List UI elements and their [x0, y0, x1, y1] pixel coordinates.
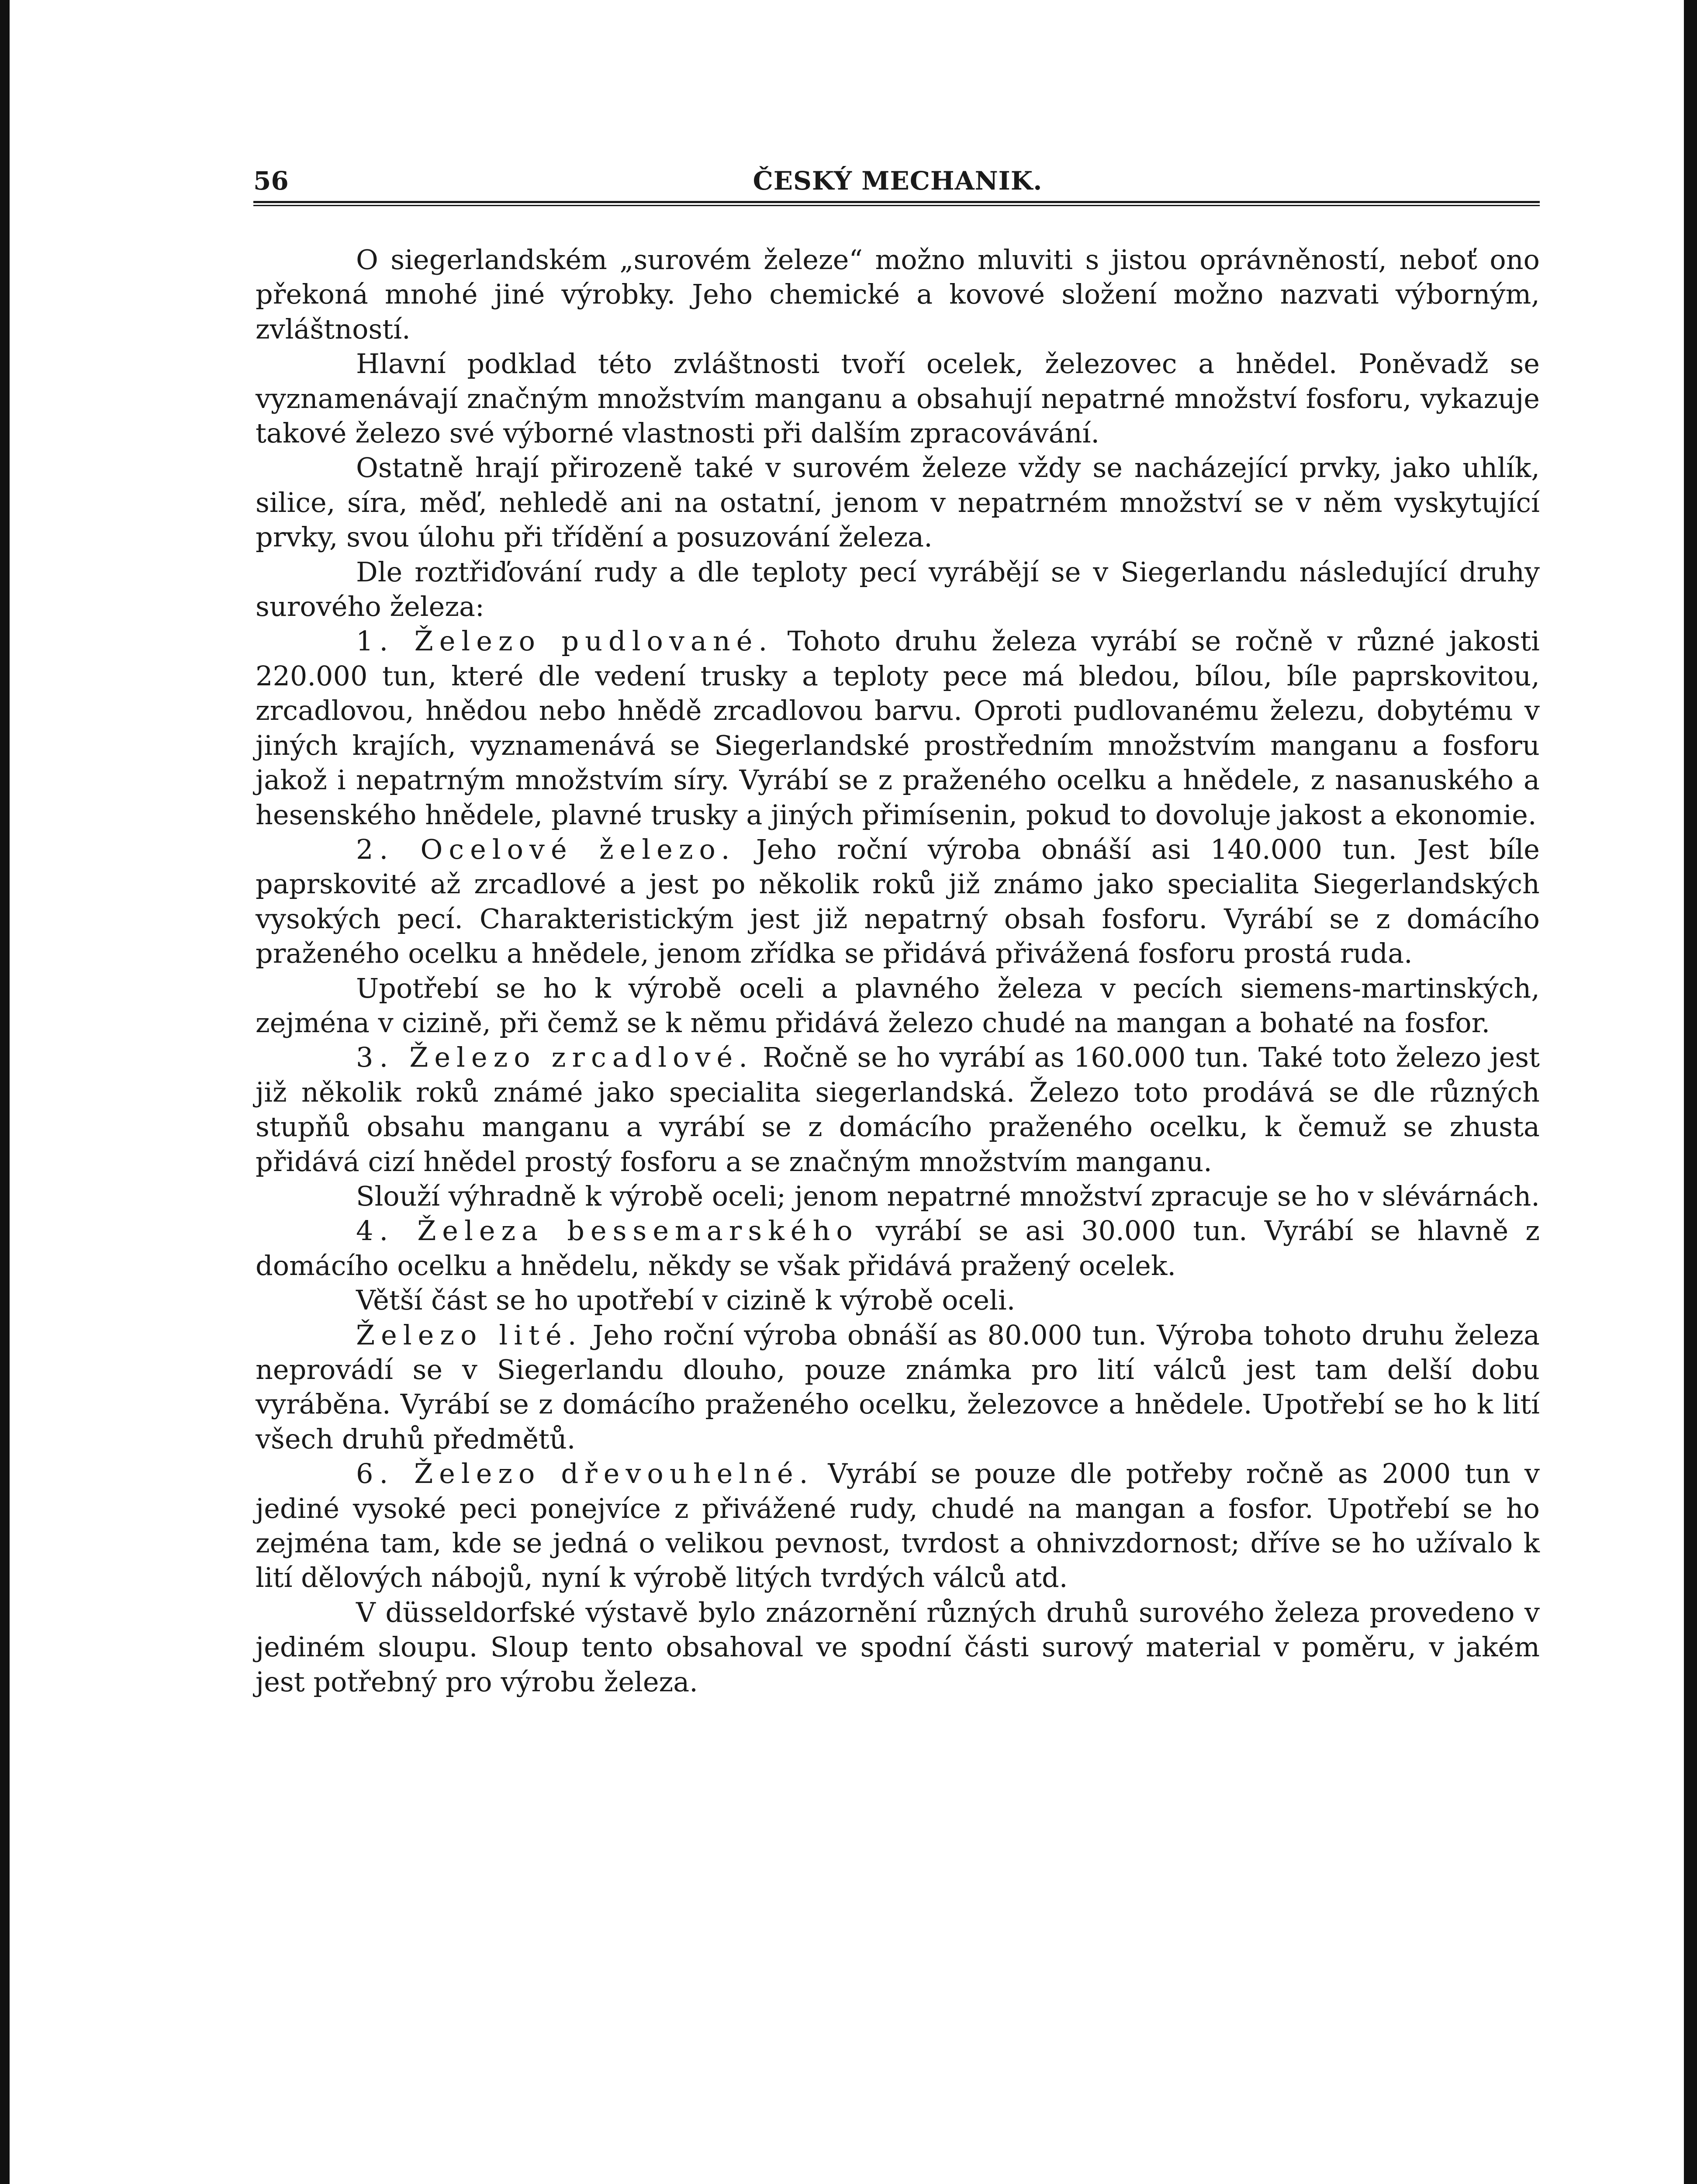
paragraph-text: Ostatně hrají přirozeně také v surovém železe vždy se nacházející prvky, jako uhlík, silice, síra, měď, nehledě ani na ostatní, jenom v nepatrném množství se v něm vyskytující prvky, svou úlohu při třídění a posuzování železa.	[256, 452, 1540, 553]
paragraph	[256, 1179, 1540, 1213]
page-number: 56	[253, 166, 289, 196]
paragraph-text: Dle roztřiďování rudy a dle teploty pecí vyrábějí se v Siegerlandu následující druhy surového železa:	[256, 556, 1540, 623]
scan-border-right	[1684, 0, 1697, 2184]
section-heading: 6. Železo dřevouhelné.	[356, 1458, 814, 1490]
header-double-rule	[253, 201, 1540, 206]
paragraph	[256, 1456, 1540, 1595]
paragraph	[256, 346, 1540, 450]
paragraph	[256, 971, 1540, 1040]
paragraph-text: vyrábí se asi 30.000 tun. Vyrábí se hlavně z domácího ocelku a hnědelu, někdy se však přidává pražený ocelek.	[256, 1215, 1540, 1282]
section-heading: 1. Železo pudlované.	[356, 625, 774, 657]
scan-border-left	[0, 0, 10, 2184]
paragraph	[256, 450, 1540, 554]
paragraph	[256, 555, 1540, 624]
paragraph-text: Jeho roční výroba obnáší as 80.000 tun. Výroba tohoto druhu železa neprovádí se v Siegerlandu dlouho, pouze známka pro lití válců jest tam delší dobu vyráběna. Vyrábí se z domácího praženého ocelku, železovce a hnědele. Upotřebí se ho k lití všech druhů předmětů.	[256, 1319, 1540, 1455]
paragraph	[256, 1318, 1540, 1457]
section-heading: 4. Železa bessemarského	[356, 1215, 859, 1247]
paragraph-text: O siegerlandském „surovém železe“ možno mluviti s jistou oprávněností, neboť ono překoná mnohé jiné výrobky. Jeho chemické a kovové složení možno nazvati výborným, zvláštností.	[256, 244, 1540, 345]
paragraph-text: Větší část se ho upotřebí v cizině k výrobě oceli.	[356, 1284, 1016, 1317]
paragraph-text: Ročně se ho vyrábí as 160.000 tun. Také toto železo jest již několik roků známé jako specialita siegerlandská. Železo toto prodává se dle různých stupňů obsahu manganu a vyrábí se z domácího praženého ocelku, k čemuž se zhusta přidává cizí hnědel prostý fosforu a se značným množstvím manganu.	[256, 1041, 1540, 1178]
paragraph-text: Slouží výhradně k výrobě oceli; jenom nepatrné množství zpracuje se ho v slévárnách.	[356, 1180, 1540, 1212]
paragraph	[256, 1040, 1540, 1179]
paragraph	[256, 624, 1540, 832]
paragraph-text: Vyrábí se pouze dle potřeby ročně as 2000 tun v jediné vysoké peci ponejvíce z přivážené rudy, chudé na mangan a fosfor. Upotřebí se ho zejména tam, kde se jedná o velikou pevnost, tvrdost a ohnivzdornost; dříve se ho užívalo k lití dělových nábojů, nyní k výrobě litých tvrdých válců atd.	[256, 1458, 1540, 1594]
running-head	[253, 162, 1542, 201]
paragraph-text: V düsseldorfské výstavě bylo znázornění různých druhů surového železa provedeno v jediném sloupu. Sloup tento obsahoval ve spodní části surový material v poměru, v jakém jest potřebný pro výrobu železa.	[256, 1596, 1540, 1698]
section-heading: Železo lité.	[356, 1319, 583, 1351]
paragraph	[256, 1213, 1540, 1283]
journal-title: ČESKÝ MECHANIK.	[753, 166, 1043, 196]
paragraph	[256, 1595, 1540, 1699]
paragraph-text: Upotřebí se ho k výrobě oceli a plavného železa v pecích siemens-martinských, zejména v cizině, při čemž se k němu přidává železo chudé na mangan a bohaté na fosfor.	[256, 972, 1540, 1039]
paragraph	[256, 832, 1540, 971]
section-heading: 2. Ocelové železo.	[356, 833, 736, 865]
paragraph-text: Jeho roční výroba obnáší asi 140.000 tun. Jest bíle paprskovité až zrcadlové a jest po několik roků již známo jako specialita Siegerlandských vysokých pecí. Charakteristickým jest již nepatrný obsah fosforu. Vyrábí se z domácího praženého ocelku a hnědele, jenom zřídka se přidává přivážená fosforu prostá ruda.	[256, 833, 1540, 970]
paragraph-text: Tohoto druhu železa vyrábí se ročně v různé jakosti 220.000 tun, které dle vedení trusky a teploty pece má bledou, bílou, bíle paprskovitou, zrcadlovou, hnědou nebo hnědě zrcadlovou barvu. Oproti pudlovanému železu, dobytému v jiných krajích, vyznamenává se Siegerlandské prostředním množstvím manganu a fosforu jakož i nepatrným množstvím síry. Vyrábí se z praženého ocelku a hnědele, z nasanuského a hesenského hnědele, plavné trusky a jiných přimísenin, pokud to dovoluje jakost a ekonomie.	[256, 625, 1540, 831]
paragraph-text: Hlavní podklad této zvláštnosti tvoří ocelek, železovec a hnědel. Poněvadž se vyznamenávají značným množstvím manganu a obsahují nepatrné množství fosforu, vykazuje takové železo své výborné vlastnosti při dalším zpracovávání.	[256, 348, 1540, 449]
paragraph	[256, 242, 1540, 346]
section-heading: 3. Železo zrcadlové.	[356, 1041, 753, 1074]
paragraph	[256, 1283, 1540, 1317]
article-body	[256, 242, 1540, 1699]
